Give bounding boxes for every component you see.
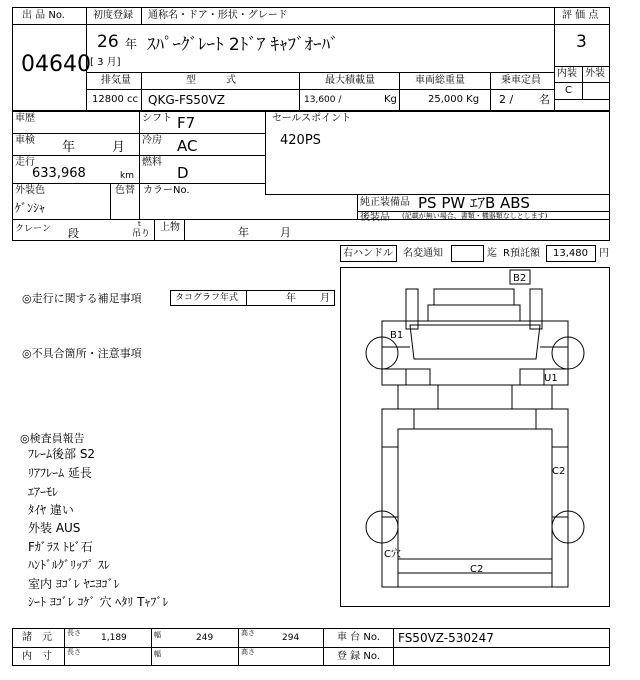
r-price-unit: 円 bbox=[599, 248, 609, 259]
inspection-month: 月 bbox=[112, 140, 126, 155]
interior-label: 内装 bbox=[557, 68, 577, 79]
grade-row4 bbox=[554, 99, 610, 100]
tacho-year: 年 bbox=[286, 293, 296, 304]
spec-col3 bbox=[399, 72, 400, 111]
lot-number: 04640 bbox=[21, 52, 91, 77]
standard-equip-label: 純正装備品 bbox=[360, 197, 410, 208]
capacity-label: 乗車定員 bbox=[501, 75, 541, 86]
r-price-label: R預託額 bbox=[503, 248, 540, 259]
exterior-color-value: ｹﾞﾝｼｬ bbox=[15, 201, 46, 215]
sales-point-label: セールスポイント bbox=[272, 113, 352, 124]
gross-weight-value: 25,000 Kg bbox=[428, 94, 480, 105]
name-change-box bbox=[451, 245, 484, 262]
driving-notes-label: ◎走行に関する補足事項 bbox=[22, 292, 142, 305]
capacity-unit: 名 bbox=[539, 93, 550, 106]
diagram-marker: C2 bbox=[470, 564, 484, 575]
equip-label-col bbox=[357, 194, 358, 219]
name-label: 通称名・ドア・形状・グレード bbox=[148, 10, 288, 21]
interior-dims-label: 内 寸 bbox=[22, 651, 52, 662]
cooling-label: 冷房 bbox=[142, 135, 162, 146]
diagram-frame bbox=[341, 268, 610, 607]
inspection-year: 年 bbox=[62, 140, 76, 155]
model-name: ｽﾊﾟｰｸﾞﾚｰﾄ 2ﾄﾞｱ ｷｬﾌﾞｵｰﾊﾞ bbox=[147, 35, 339, 55]
mileage-value: 633,968 bbox=[32, 166, 86, 181]
capacity-value: 2 / bbox=[499, 93, 514, 106]
chassis-value: FS50VZ-530247 bbox=[398, 631, 494, 645]
details-col2 bbox=[265, 111, 266, 194]
footer-col5 bbox=[393, 628, 394, 666]
details-row1 bbox=[12, 133, 265, 134]
history-label: 車歴 bbox=[15, 113, 35, 124]
cab-roof-lines bbox=[382, 347, 568, 359]
footer-col4 bbox=[323, 628, 324, 666]
length-value: 1,189 bbox=[101, 633, 127, 643]
inspector-line: ﾊﾝﾄﾞﾙｸﾞﾘｯﾌﾟ ｽﾚ bbox=[28, 558, 110, 572]
year-unit: 年 bbox=[125, 37, 138, 51]
aftermarket-label: 後装品 bbox=[360, 212, 390, 223]
height-label: 高さ bbox=[241, 629, 255, 637]
name-change-label: 名変通知 bbox=[403, 248, 443, 259]
standard-equip-value: PS PW ｴｱB ABS bbox=[418, 194, 530, 212]
details-colorno-divider bbox=[139, 183, 140, 219]
interior-grade: C bbox=[565, 85, 572, 96]
inspector-report-label: ◎検査員報告 bbox=[20, 432, 85, 445]
registration-label: 登 録 No. bbox=[337, 651, 380, 662]
details-frame bbox=[12, 111, 610, 241]
height-value: 294 bbox=[282, 633, 300, 643]
defect-notes-label: ◎不具合箇所・注意事項 bbox=[22, 347, 142, 360]
inspector-line: ｴｱｰﾓﾚ bbox=[28, 485, 59, 499]
inspector-line: ﾌﾚｰﾑ後部 S2 bbox=[28, 447, 96, 461]
cargo-bed-rails bbox=[382, 447, 568, 517]
fuel-value: D bbox=[177, 164, 189, 182]
mileage-label: 走行 bbox=[15, 157, 35, 168]
width-value: 249 bbox=[196, 633, 214, 643]
cab-outline bbox=[382, 321, 568, 385]
in-width-label: 幅 bbox=[154, 650, 161, 658]
in-length-label: 長さ bbox=[67, 648, 81, 656]
diagram-marker: B2 bbox=[513, 273, 527, 284]
crane-divider bbox=[154, 219, 155, 241]
upper-month: 月 bbox=[280, 226, 291, 239]
sales-point-value: 420PS bbox=[280, 133, 321, 148]
in-height-label: 高さ bbox=[241, 648, 255, 656]
model-code-value: QKG-FS50VZ bbox=[148, 93, 225, 107]
left-door bbox=[382, 369, 430, 385]
diagram-marker: U1 bbox=[544, 373, 558, 384]
upper-label: 上物 bbox=[160, 222, 180, 233]
firstreg-divider bbox=[141, 7, 142, 25]
spec-top-divider bbox=[86, 72, 554, 73]
inspection-label: 車検 bbox=[15, 135, 35, 146]
chassis-label: 車 台 No. bbox=[337, 632, 380, 643]
tacho-divider bbox=[246, 290, 247, 306]
footer-col1 bbox=[64, 628, 65, 666]
shift-label: シフト bbox=[142, 113, 172, 124]
tacho-label: タコグラフ年式 bbox=[175, 293, 239, 303]
upper-year: 年 bbox=[238, 226, 249, 239]
gross-weight-label: 車両総重量 bbox=[415, 75, 465, 86]
inspector-line: ﾘｱﾌﾚｰﾑ 延長 bbox=[28, 466, 92, 480]
footer-mid bbox=[12, 647, 610, 648]
crane-hang: 吊り bbox=[132, 229, 151, 239]
color-change-label: 色替 bbox=[115, 185, 135, 196]
left-mirror bbox=[406, 289, 418, 329]
deadline-label: 迄 bbox=[487, 248, 497, 259]
displacement-label: 排気量 bbox=[101, 75, 131, 86]
max-load-unit: Kg bbox=[384, 94, 397, 105]
crane-t: t bbox=[138, 220, 141, 228]
windshield bbox=[410, 325, 540, 359]
max-load-label: 最大積載量 bbox=[325, 75, 375, 86]
exterior-label: 外装 bbox=[585, 68, 605, 79]
crane-label: クレーン bbox=[15, 224, 51, 234]
details-color-divider bbox=[110, 183, 111, 219]
footer-col2 bbox=[151, 628, 152, 666]
upper-divider bbox=[184, 219, 185, 241]
color-no-label: カラーNo. bbox=[143, 185, 190, 196]
details-row2 bbox=[12, 155, 265, 156]
front-panel bbox=[428, 305, 520, 321]
grade-mid bbox=[582, 66, 583, 99]
spec-col1 bbox=[141, 72, 142, 111]
cargo-bed bbox=[398, 429, 552, 559]
inspector-line: ｼｰﾄ ﾖｺﾞﾚ ｺｹﾞ 穴 ﾍﾀﾘ Tｬﾌﾞﾚ bbox=[28, 595, 169, 609]
grade-label: 評 価 点 bbox=[562, 10, 599, 21]
first-reg-label: 初度登録 bbox=[93, 10, 133, 21]
fuel-label: 燃料 bbox=[142, 157, 162, 168]
diagram-marker: C穴 bbox=[384, 549, 401, 560]
lot-label: 出 品 No. bbox=[22, 10, 65, 21]
front-grille bbox=[434, 289, 514, 305]
footer-col3 bbox=[238, 628, 239, 666]
dims-label: 諸 元 bbox=[22, 632, 52, 643]
inspector-line: ﾀｲﾔ 違い bbox=[28, 503, 74, 517]
body-top-rail bbox=[398, 409, 552, 429]
right-body-side bbox=[552, 385, 568, 587]
spec-col4 bbox=[490, 72, 491, 111]
shift-value: F7 bbox=[177, 114, 196, 132]
max-load-value: 13,600 / bbox=[304, 95, 342, 105]
diagram-marker: B1 bbox=[390, 330, 404, 341]
truck-diagram bbox=[340, 267, 610, 607]
inspector-line: 室内 ﾖｺﾞﾚ ﾔﾆﾖｺﾞﾚ bbox=[28, 577, 120, 591]
right-hand-label: 右ハンドル bbox=[343, 248, 393, 259]
width-label: 幅 bbox=[154, 631, 161, 639]
length-label: 長さ bbox=[67, 629, 81, 637]
model-code-label: 型 式 bbox=[186, 75, 236, 86]
r-price-value: 13,480 bbox=[553, 248, 588, 259]
mileage-unit: km bbox=[120, 171, 134, 181]
tacho-month: 月 bbox=[320, 293, 330, 304]
header-divider bbox=[12, 24, 554, 25]
grade-value: 3 bbox=[576, 32, 587, 52]
displacement-value: 12800 cc bbox=[92, 94, 138, 105]
right-mirror bbox=[530, 289, 542, 329]
cooling-value: AC bbox=[177, 137, 198, 155]
aftermarket-note: (記載が無い場合、書類・機器類なしとします) bbox=[402, 212, 548, 220]
month-value: [ 3 月] bbox=[90, 57, 121, 68]
body-panel-lines bbox=[414, 385, 536, 429]
crane-steps: 段 bbox=[68, 227, 79, 240]
diagram-marker: C2 bbox=[552, 466, 566, 477]
inspector-line: Fｶﾞﾗｽ ﾄﾋﾞ石 bbox=[28, 540, 93, 554]
exterior-color-label: 外装色 bbox=[15, 185, 45, 196]
spec-col2 bbox=[299, 72, 300, 111]
grade-divider bbox=[554, 7, 555, 111]
inspector-line: 外装 AUS bbox=[28, 521, 81, 535]
spec-mid-divider bbox=[86, 89, 554, 90]
grade-row1 bbox=[554, 24, 610, 25]
year-value: 26 bbox=[97, 32, 119, 52]
